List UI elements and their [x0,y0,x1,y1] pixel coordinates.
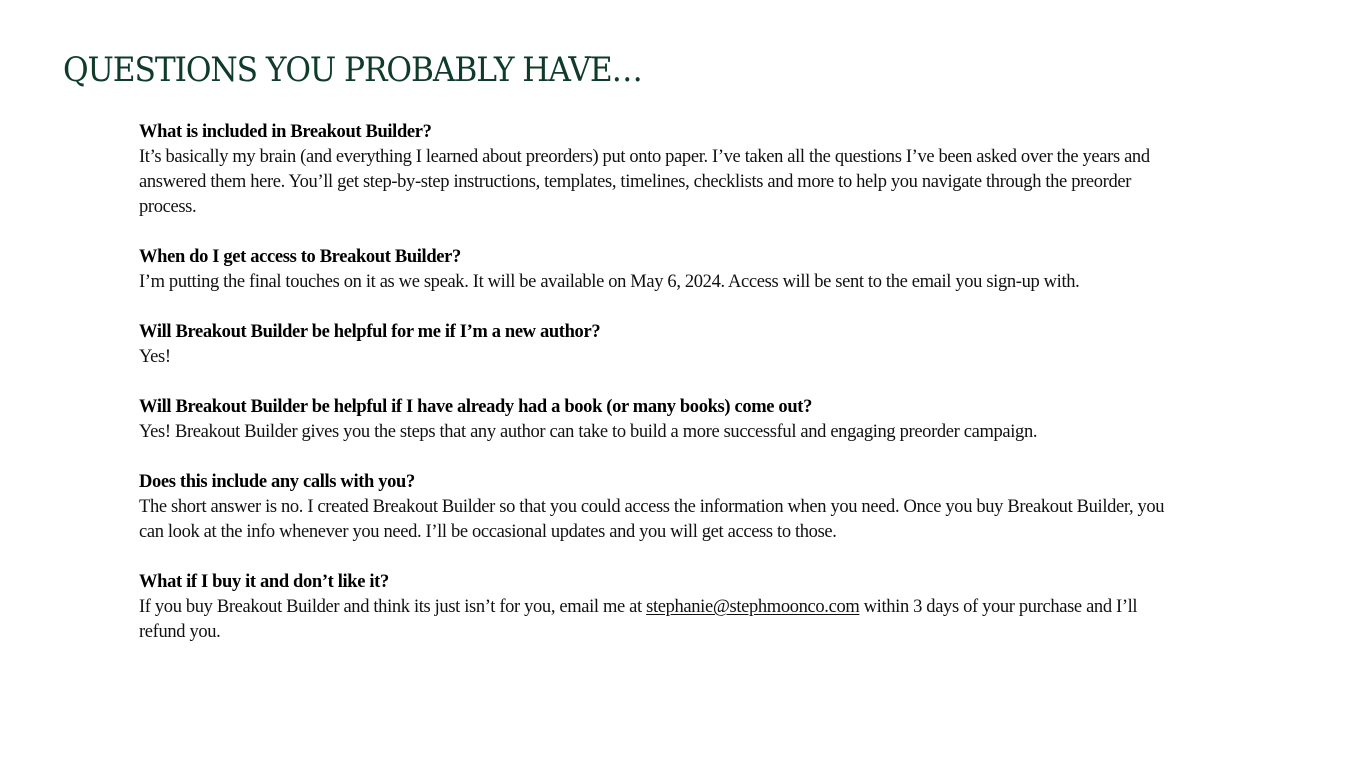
faq-answer-text: If you buy Breakout Builder and think its just isn’t for you, email me at [139,597,647,617]
faq-question: When do I get access to Breakout Builder? [139,247,461,267]
faq-item-included [139,120,1169,220]
faq-answer: Yes! [139,347,171,367]
faq-answer [139,595,1169,645]
faq-question: Does this include any calls with you? [139,472,415,492]
faq-item-calls [139,470,1169,545]
faq-item-refund [139,570,1169,645]
faq-item-new-author [139,320,1169,370]
faq-list [139,120,1169,670]
page-title: QUESTIONS YOU PROBABLY HAVE… [63,50,642,90]
faq-question: Will Breakout Builder be helpful if I have already had a book (or many books) come out? [139,397,812,417]
faq-question: What if I buy it and don’t like it? [139,572,389,592]
faq-answer-text: within 3 days of your purchase and I’ll refund you. [139,597,1138,642]
faq-answer: Yes! Breakout Builder gives you the steps that any author can take to build a more successful and engaging preorder campaign. [139,422,1038,442]
email-link[interactable]: stephanie@stephmoonco.com [646,597,860,617]
faq-question: Will Breakout Builder be helpful for me if I’m a new author? [139,322,601,342]
faq-answer: The short answer is no. I created Breakout Builder so that you could access the information when you need. Once you buy Breakout Builder, you can look at the info whenever you need. I’ll be occasional updates and you will get access to those. [139,497,1165,542]
faq-answer: I’m putting the final touches on it as we speak. It will be available on May 6, 2024. Access will be sent to the email you sign-up with. [139,272,1080,292]
faq-question: What is included in Breakout Builder? [139,122,432,142]
faq-answer: It’s basically my brain (and everything I learned about preorders) put onto paper. I’ve taken all the questions I’ve been asked over the years and answered them here. You’ll get step-by-step instructions, templates, timelines, checklists and more to help you navigate through the preorder process. [139,147,1150,217]
faq-item-access [139,245,1169,295]
faq-item-experienced-author [139,395,1169,445]
